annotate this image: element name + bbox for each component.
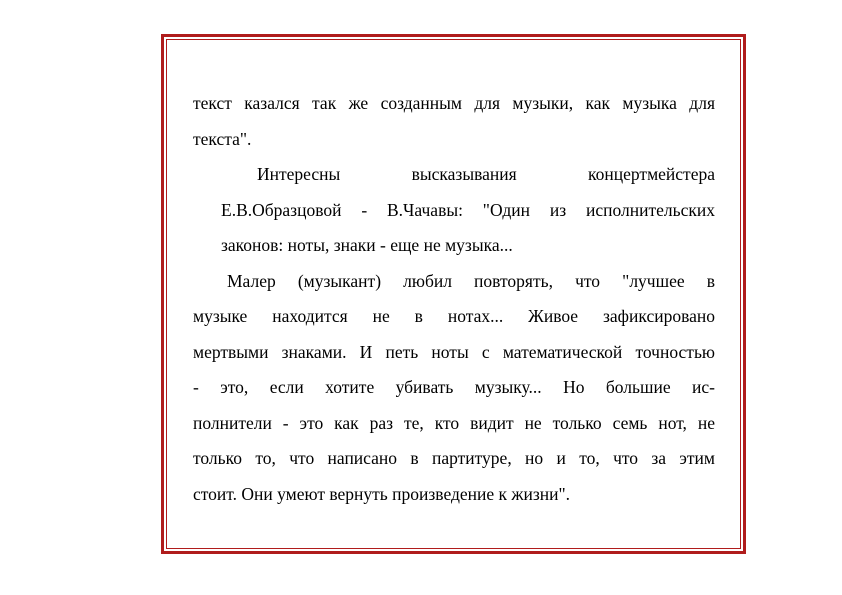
text-line: Е.В.Образцовой - В.Чачавы: "Один из исполнительских xyxy=(221,199,715,220)
text-block xyxy=(193,86,715,512)
text-line: Интересны высказывания концертмейстера xyxy=(257,164,715,184)
text-line: только то, что написано в партитуре, но и то, что за этим xyxy=(193,448,715,468)
text-line: полнители - это как раз те, кто видит не только семь нот, не xyxy=(193,412,715,433)
text-line: Малер (музыкант) любил повторять, что "лучшее в xyxy=(227,270,715,291)
text-line: текста". xyxy=(193,128,252,149)
text-line: мертвыми знаками. И петь ноты с математической точностью xyxy=(193,341,715,362)
text-line: музыке находится не в нотах... Живое зафиксировано xyxy=(193,306,715,326)
text-line: текст казался так же созданным для музыки, как музыка для xyxy=(193,93,715,113)
text-line: законов: ноты, знаки - еще не музыка... xyxy=(221,235,513,255)
text-line: стоит. Они умеют вернуть произведение к жизни". xyxy=(193,483,571,504)
text-line: - это, если хотите убивать музыку... Но большие ис- xyxy=(193,377,715,397)
